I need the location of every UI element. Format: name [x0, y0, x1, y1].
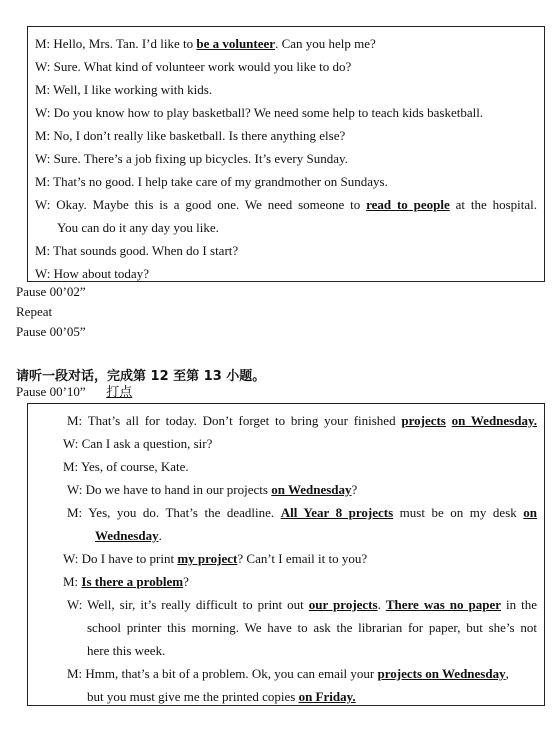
dialogue1-line [35, 174, 388, 190]
dialogue1-line [35, 151, 348, 167]
key-phrase: projects [401, 413, 446, 428]
dialogue2-line [63, 551, 367, 567]
dialogue1-line [35, 128, 345, 144]
dialogue2-line [67, 505, 537, 521]
dialogue1-line [35, 266, 149, 282]
dialogue2-line [63, 459, 189, 475]
line-text: You can do it any day you like. [57, 220, 219, 235]
dialogue2-line [67, 482, 357, 498]
pause-label-3: Pause 00’10” [16, 384, 86, 399]
line-text: ? [351, 482, 358, 497]
line-text: here this week. [87, 643, 166, 658]
line-text: M: That’s all for today. Don’t forget to bring your finished [67, 413, 402, 428]
pause-label-1: Pause 00’02” [16, 284, 86, 299]
line-text: W: Do I have to print [63, 551, 178, 566]
line-text: M: Yes, you do. That’s the deadline. [67, 505, 281, 520]
dialogue2-line [67, 666, 509, 682]
key-phrase: on Wednesday. [451, 413, 537, 428]
key-phrase: our projects [308, 597, 378, 612]
line-text: ? Can’t I email it to you? [237, 551, 368, 566]
line-text: M: Well, I like working with kids. [35, 82, 213, 97]
line-text: . [158, 528, 162, 543]
line-text: M: No, I don’t really like basketball. Is there anything else? [35, 128, 346, 143]
line-text: M: Hmm, that’s a bit of a problem. Ok, you can email your [67, 666, 378, 681]
line-text: M: That’s no good. I help take care of my grandmother on Sundays. [35, 174, 388, 189]
dialogue1-line [35, 197, 537, 213]
line-text: . [377, 597, 386, 612]
key-phrase: read to people [366, 197, 450, 212]
line-text: must be on my desk [393, 505, 524, 520]
line-text: in the [501, 597, 537, 612]
line-text: W: How about today? [35, 266, 149, 281]
dadian-link[interactable]: 打点 [106, 384, 133, 399]
line-text: M: Hello, Mrs. Tan. I’d like to [35, 36, 197, 51]
dialogue2-line [95, 528, 162, 544]
dialogue1-line [35, 36, 376, 52]
line-text: but you must give me the printed copies [87, 689, 299, 704]
line-text: W: Do we have to hand in our projects [67, 482, 272, 497]
dialogue2-line [67, 413, 537, 429]
line-text: W: Okay. Maybe this is a good one. We need someone to [35, 197, 367, 212]
line-text: M: That sounds good. When do I start? [35, 243, 239, 258]
key-phrase: be a volunteer [196, 36, 276, 51]
key-phrase: There was no paper [385, 597, 501, 612]
dialogue2-line [63, 436, 212, 452]
key-phrase: projects on Wednesday [377, 666, 506, 681]
line-text: at the hospital. [449, 197, 537, 212]
line-text: , [505, 666, 509, 681]
dialogue1-line [35, 243, 238, 259]
dialogue2-line [67, 597, 537, 613]
key-phrase: on Friday. [298, 689, 356, 704]
line-text: W: Sure. There’s a job fixing up bicycles. It’s every Sunday. [35, 151, 348, 166]
key-phrase: Is there a problem [81, 574, 184, 589]
pause-row [16, 384, 132, 400]
repeat-label: Repeat [16, 304, 53, 319]
key-phrase: on Wednesday [271, 482, 352, 497]
dialogue2-line [87, 620, 537, 636]
dialogue1-line [35, 82, 212, 98]
pause-label-2: Pause 00’05” [16, 324, 86, 339]
key-phrase: on [523, 505, 538, 520]
dialogue1-line [35, 105, 483, 121]
key-phrase: All Year 8 projects [280, 505, 394, 520]
line-text: . Can you help me? [275, 36, 376, 51]
key-phrase: my project [177, 551, 238, 566]
line-text: ? [183, 574, 189, 589]
dialogue2-line [63, 574, 189, 590]
line-text: M: [63, 574, 82, 589]
line-text: W: Sure. What kind of volunteer work would you like to do? [35, 59, 352, 74]
dialogue2-line [87, 689, 356, 705]
dialogue1-line [57, 220, 219, 236]
dialogue2-line [87, 643, 165, 659]
line-text: school printer this morning. We have to ask the librarian for paper, but she’s not [87, 620, 537, 635]
line-text: W: Can I ask a question, sir? [63, 436, 213, 451]
section-heading: 请听一段对话，完成第 12 至第 13 小题。 [16, 369, 266, 384]
dialogue1-line [35, 59, 351, 75]
line-text: W: Well, sir, it’s really difficult to print out [67, 597, 309, 612]
line-text: W: Do you know how to play basketball? We need some help to teach kids basketball. [35, 105, 484, 120]
line-text: M: Yes, of course, Kate. [63, 459, 189, 474]
key-phrase: Wednesday [95, 528, 159, 543]
